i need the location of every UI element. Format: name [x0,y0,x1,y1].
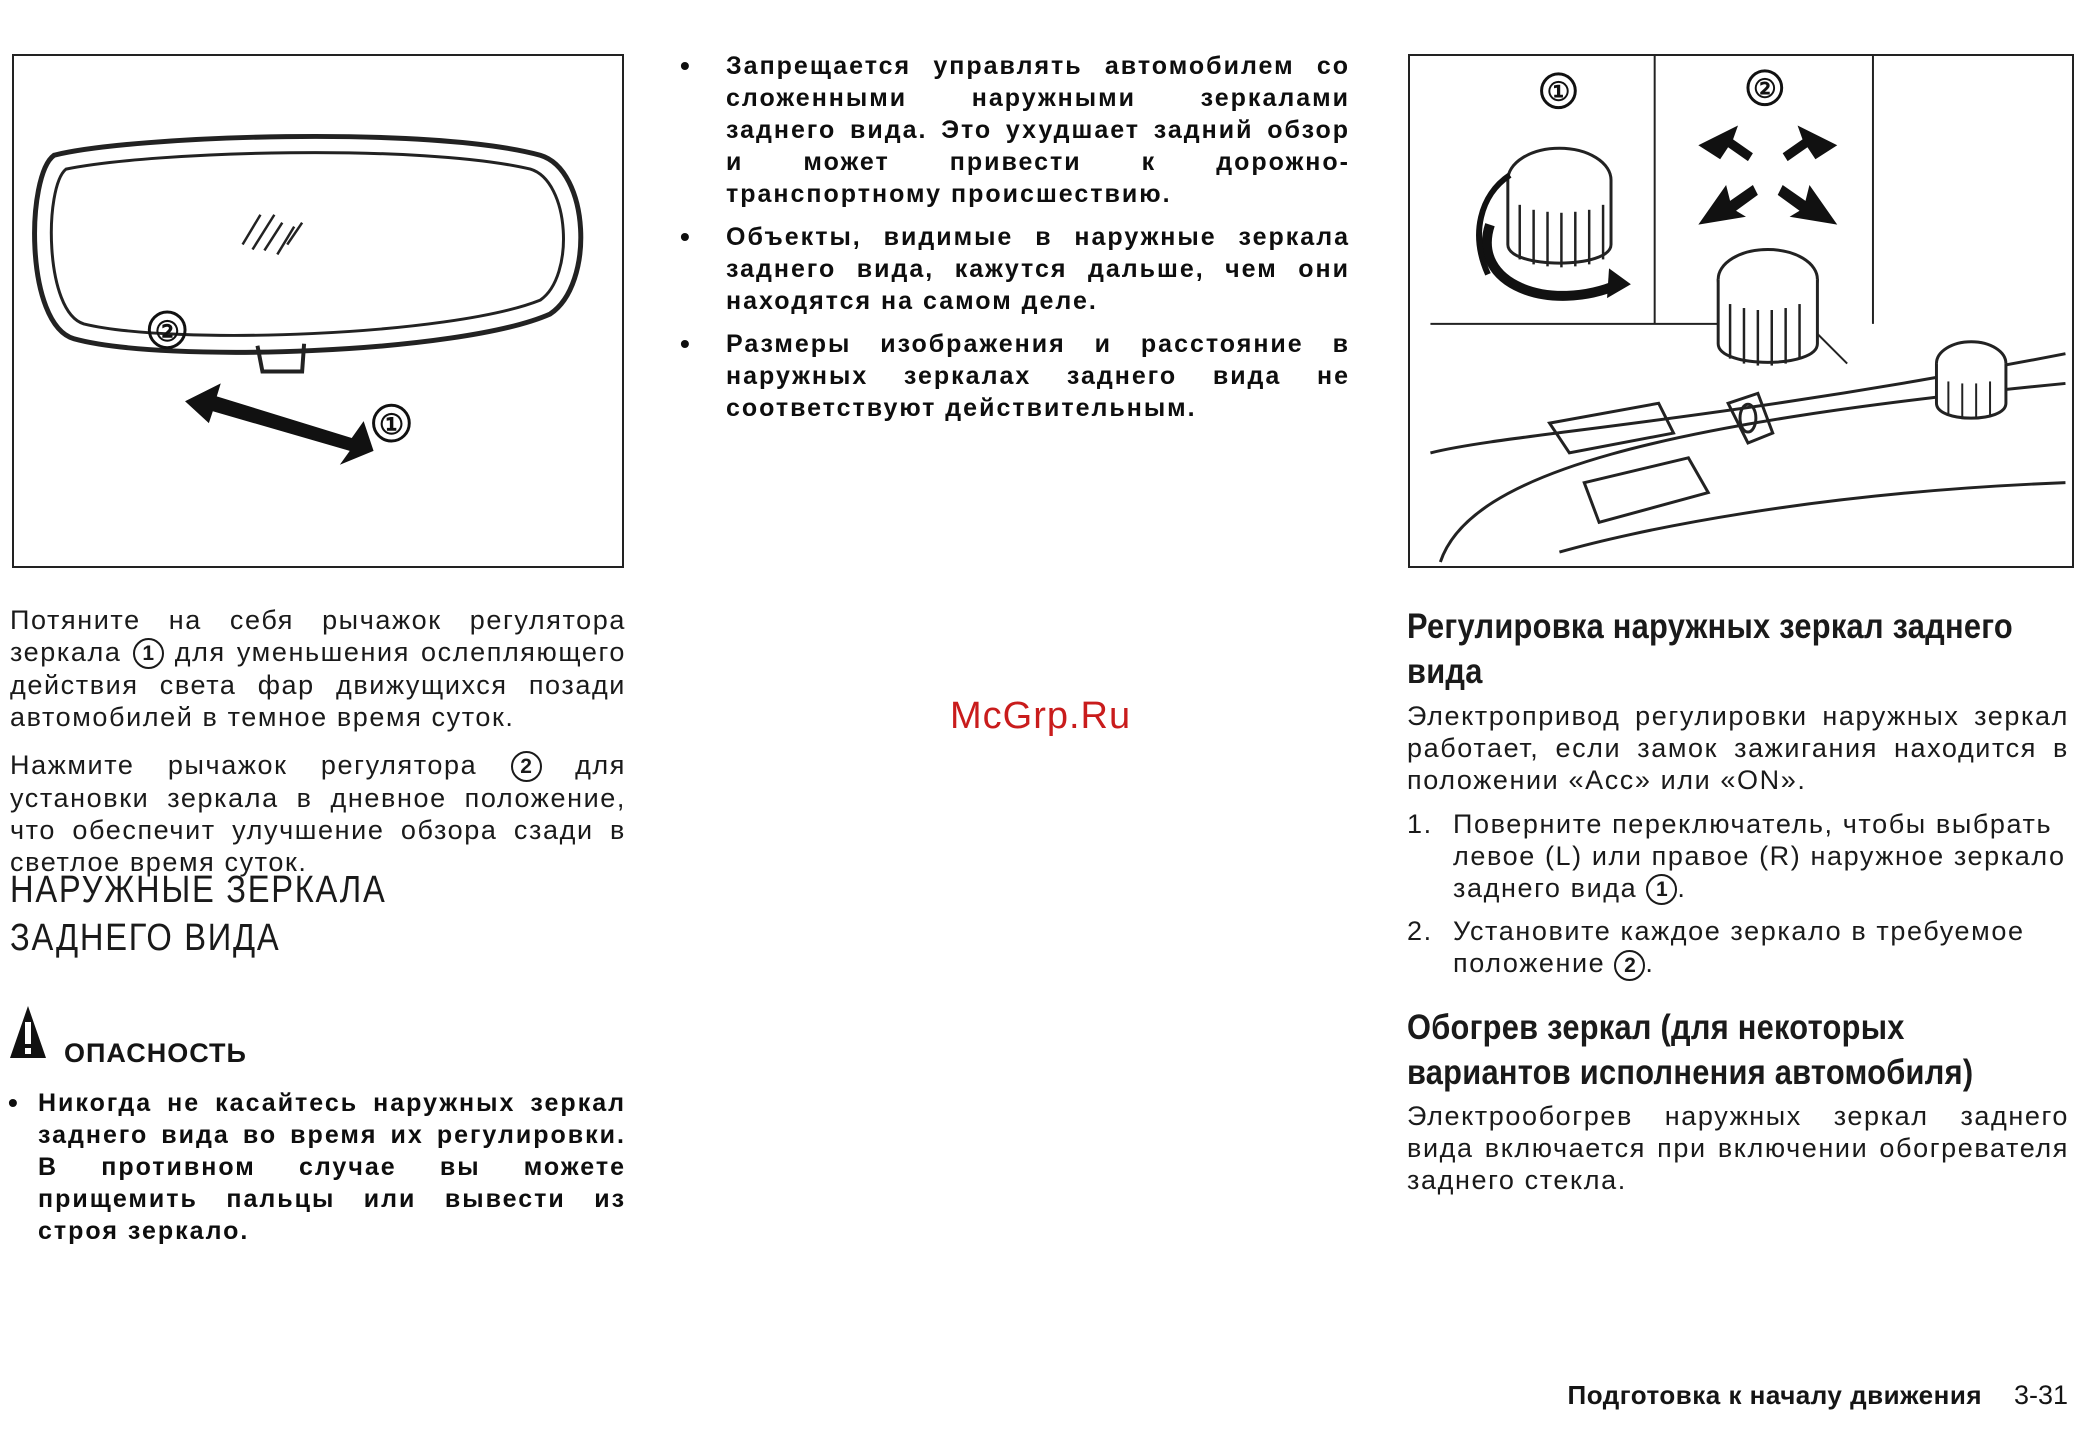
heating-heading: Обогрев зеркал (для некоторых вариантов исполнения автомобиля) [1407,1008,1974,1092]
para1-text-cont: для уменьшения ослепляющего действия света фар движущихся позади автомобилей в темное время суток. [10,637,626,733]
step-text: Установите каждое зеркало в требуемое положение [1453,916,2025,979]
day-position-paragraph [10,749,626,878]
callout-1-text: ① [378,409,404,441]
watermark: McGrp.Ru [950,695,1132,737]
warning-bullet-size: • Размеры изображения и расстояние в наружных зеркалах заднего вида не соответствуют действительным. [680,328,1350,424]
para2-text: Нажмите рычажок регулятора [10,750,478,780]
step-punct: . [1645,948,1655,979]
circled-number: 1 [1646,874,1677,905]
para2-text-cont: для установки зеркала в дневное положение, что обеспечит улучшение обзора сзади в светлое время суток. [10,750,626,878]
rearview-mirror-drawing [14,56,622,566]
warning-bullet-distance: • Объекты, видимые в наружные зеркала заднего вида, кажутся дальше, чем они находятся на самом деле. [680,221,1350,317]
warning-header [8,1004,308,1068]
heating-paragraph [1407,1100,2069,1196]
circled-number: 2 [511,751,542,782]
callout-2-text: ② [1753,75,1777,104]
heating-text: Электрообогрев наружных зеркал заднего вида включается при включении обогревателя заднего стекла. [1407,1101,2069,1195]
circled-number: 2 [1614,950,1645,981]
callout-2-text: ② [154,315,180,347]
para1-text: Потяните на себя рычажок регулятора зеркала [10,605,626,667]
adjustment-intro-text: Электропривод регулировки наружных зеркал работает, если замок зажигания находится в положении «Acc» или «ON». [1407,701,2069,795]
step-number: 1. [1407,809,1433,839]
step-text: Поверните переключатель, чтобы выбрать левое (L) или правое (R) наружное зеркало заднего вида [1453,809,2066,903]
warning-icon [8,1004,48,1064]
step-1 [1407,808,2069,905]
step-number: 2. [1407,916,1433,947]
adjustment-steps [1407,808,2069,991]
rearview-mirror-illustration [12,54,624,568]
warning-bullet [8,1087,626,1258]
footer-section-name: Подготовка к началу движения [1567,1380,1982,1410]
page-footer [1500,1380,2072,1420]
mirror-switch-drawing [1410,56,2072,566]
adjustment-heading-wrap [1407,604,2067,694]
section-heading: НАРУЖНЫЕ ЗЕРКАЛА ЗАДНЕГО ВИДА [10,869,387,959]
step-2 [1407,915,2069,980]
warning-bullet-item: • Никогда не касайтесь наружных зеркал заднего вида во время их регулировки. В противном случае вы можете прищемить пальцы или вывести из строя зеркало. [8,1087,626,1247]
step-punct: . [1677,873,1687,903]
adjustment-intro [1407,700,2069,796]
warning-title: ОПАСНОСТЬ [64,1038,247,1068]
heating-heading-wrap [1407,1005,2067,1095]
page-number: 3-31 [2013,1380,2068,1410]
adjustment-heading: Регулировка наружных зеркал заднего вида [1407,607,2014,691]
circled-number: 1 [133,638,164,669]
outside-mirrors-heading-wrap [10,866,650,962]
night-position-paragraph [10,604,626,733]
warning-bullet-folded: • Запрещается управлять автомобилем со сложенными наружными зеркалами заднего вида. Это ухудшает задний обзор и может привести к дорожно-транспортному происшествию. [680,50,1350,210]
outside-mirror-warnings [680,50,1350,435]
mirror-switch-illustration [1408,54,2074,568]
callout-1-text: ① [1546,78,1570,107]
